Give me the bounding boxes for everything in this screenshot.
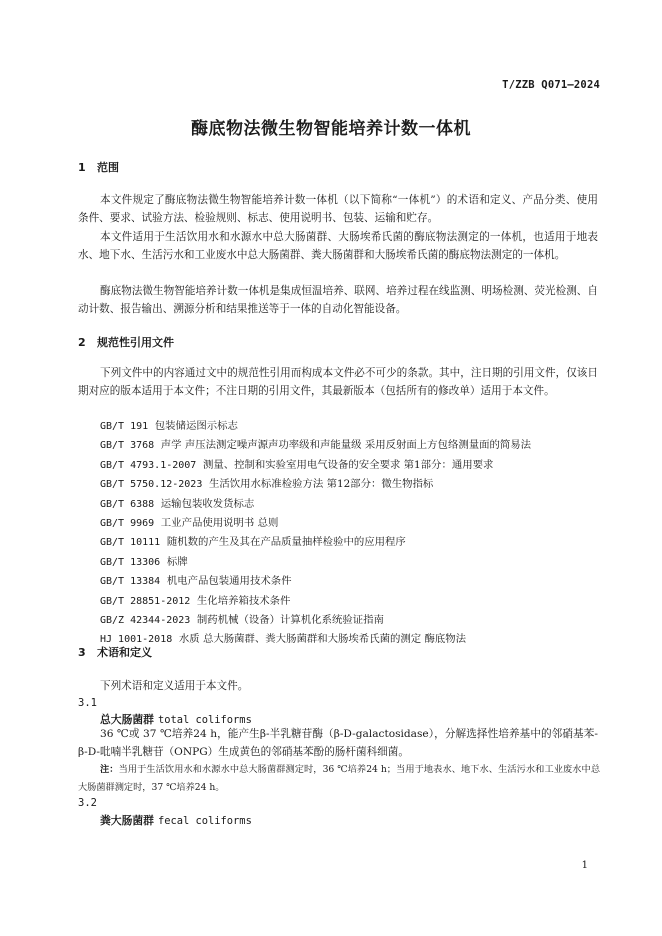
reference-title: 水质 总大肠菌群、粪大肠菌群和大肠埃希氏菌的测定 酶底物法	[178, 633, 467, 646]
term-note	[78, 761, 600, 796]
term-number: 3.2	[78, 797, 97, 809]
page-number: 1	[581, 860, 588, 871]
section-title: 规范性引用文件	[97, 336, 174, 349]
reference-item	[100, 417, 600, 436]
reference-code: GB/T 3768	[100, 440, 155, 452]
section-title: 术语和定义	[97, 646, 152, 659]
reference-title: 生化培养箱技术条件	[196, 594, 291, 607]
reference-code: GB/T 6388	[100, 498, 155, 510]
section-number: 3	[78, 646, 86, 659]
reference-code: GB/T 28851-2012	[100, 595, 191, 607]
reference-code: GB/T 5750.12-2023	[100, 479, 203, 491]
reference-item	[100, 436, 600, 455]
reference-title: 运输包装收发货标志	[160, 497, 255, 510]
reference-code: GB/T 9969	[100, 518, 155, 530]
reference-title: 机电产品包装通用技术条件	[166, 575, 292, 588]
paragraph: 下列文件中的内容通过文中的规范性引用而构成本文件必不可少的条款。其中，注日期的引用文件，仅该日期对应的版本适用于本文件；不注日期的引用文件，其最新版本（包括所有的修改单）适用于本文件。	[78, 367, 598, 398]
section-3-heading	[78, 644, 152, 660]
reference-code: GB/T 13306	[100, 556, 161, 568]
reference-item	[100, 514, 600, 533]
reference-title: 制药机械（设备）计算机化系统验证指南	[196, 614, 384, 627]
reference-item	[100, 630, 600, 649]
reference-title: 测量、控制和实验室用电气设备的安全要求 第1部分：通用要求	[202, 458, 494, 471]
note-text: 当用于生活饮用水和水源水中总大肠菌群测定时，36 ℃培养24 h；当用于地表水、地下水、生活污水和工业废水中总大肠菌群测定时，37 ℃培养24 h。	[78, 764, 601, 793]
reference-item	[100, 553, 600, 572]
term-definition: 36 ℃或 37 ℃培养24 h，能产生β-半乳糖苷酶（β-D-galactosidase），分解选择性培养基中的邻硝基苯-β-D-吡喃半乳糖苷（ONPG）生成黄色的邻硝基苯酚的肠杆菌科细菌。	[78, 728, 598, 759]
reference-item	[100, 592, 600, 611]
section-number: 2	[78, 336, 86, 349]
reference-item	[100, 475, 600, 494]
reference-title: 声学 声压法测定噪声源声功率级和声能量级 采用反射面上方包络测量面的简易法	[160, 439, 532, 452]
section-1-heading	[78, 159, 119, 175]
reference-code: GB/T 191	[100, 421, 149, 432]
reference-title: 工业产品使用说明书 总则	[160, 517, 279, 530]
reference-item	[100, 495, 600, 514]
reference-item	[100, 533, 600, 552]
document-title: 酶底物法微生物智能培养计数一体机	[191, 119, 471, 139]
reference-item	[100, 456, 600, 475]
section-2-heading	[78, 334, 174, 350]
reference-list	[100, 417, 600, 650]
reference-title: 生活饮用水标准检验方法 第12部分：微生物指标	[208, 478, 434, 491]
reference-item	[100, 611, 600, 630]
section-number: 1	[78, 161, 86, 174]
paragraph: 下列术语和定义适用于本文件。	[100, 680, 249, 692]
term-name	[100, 813, 252, 828]
section-title: 范围	[97, 161, 119, 174]
reference-code: GB/T 13384	[100, 576, 161, 588]
paragraph: 本文件适用于生活饮用水和水源水中总大肠菌群、大肠埃希氏菌的酶底物法测定的一体机，也适用于地表水、地下水、生活污水和工业废水中总大肠菌群、粪大肠菌群和大肠埃希氏菌的酶底物法测定的一体机。	[78, 231, 598, 262]
reference-code: GB/T 4793.1-2007	[100, 459, 197, 471]
term-name-en: total coliforms	[157, 714, 252, 726]
term-name-zh: 总大肠菌群	[100, 713, 154, 726]
paragraph: 酶底物法微生物智能培养计数一体机是集成恒温培养、联网、培养过程在线监测、明场检测、荧光检测、自动计数、报告输出、溯源分析和结果推送等于一体的自动化智能设备。	[78, 285, 598, 316]
reference-title: 包装储运图示标志	[154, 420, 238, 432]
term-number: 3.1	[78, 697, 97, 709]
standard-code: T/ZZB Q071—2024	[502, 79, 600, 91]
term-name-en: fecal coliforms	[157, 815, 252, 827]
reference-code: GB/Z 42344-2023	[100, 615, 191, 627]
term-name-zh: 粪大肠菌群	[100, 814, 154, 827]
reference-title: 标牌	[166, 555, 188, 568]
paragraph: 本文件规定了酶底物法微生物智能培养计数一体机（以下简称“一体机”）的术语和定义、产品分类、使用条件、要求、试验方法、检验规则、标志、使用说明书、包装、运输和贮存。	[78, 194, 598, 225]
reference-item	[100, 572, 600, 591]
reference-code: GB/T 10111	[100, 537, 161, 549]
reference-code: HJ 1001-2018	[100, 634, 173, 646]
reference-title: 随机数的产生及其在产品质量抽样检验中的应用程序	[166, 536, 406, 549]
note-label: 注：	[100, 764, 119, 775]
